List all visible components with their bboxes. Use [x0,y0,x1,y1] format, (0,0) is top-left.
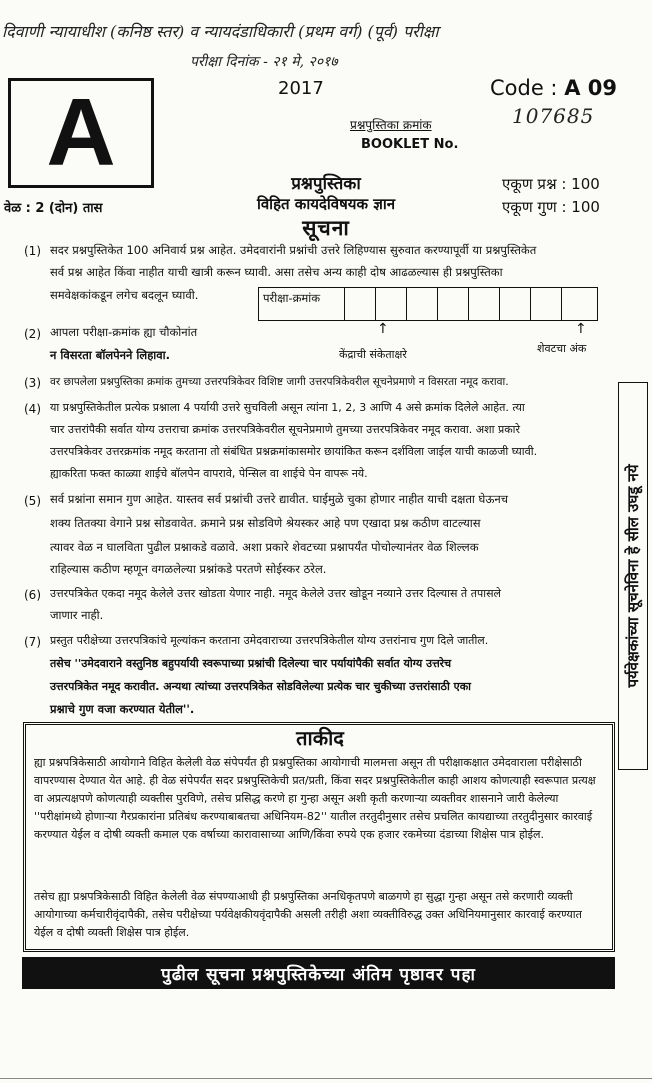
footer-notice-bar [22,957,615,989]
code-label: Code : [490,76,565,100]
footer-notice-text: पुढील सूचना प्रश्नपुस्तिकेच्या अंतिम पृष्ठावर पहा [161,964,476,985]
subject-title: विहित कायदेविषयक ज्ञान [256,195,396,213]
warning-paragraph-1: ह्या प्रश्नपत्रिकेसाठी आयोगाने विहित केलेली वेळ संपेपर्यंत ही प्रश्नपुस्तिका आयोगाची मालमत्ता असून ती परीक्षाकक्षात उमेदवाराला परीक्षेसाठी वापरण्यास देण्यात येत आहे. ही वेळ संपेपर्यंत सदर प्रश्नपुस्तिकेची प्रत/प्रती, किंवा सदर प्रश्नपुस्तिकेतील काही आशय कोणत्याही स्वरूपात प्रत्यक्ष वा अप्रत्यक्षपणे कोणत्याही व्यक्तीस पुरविणे, तसेच प्रसिद्ध करणे हा गुन्हा असून अशी कृती करणाऱ्या व्यक्तीवर शासनाने जारी केलेल्या ''परीक्षांमध्ये होणाऱ्या गैरप्रकारांना प्रतिबंध करण्याबाबतचा अधिनियम-82'' यातील तरतुदीनुसार तसेच प्रचलित कायद्याच्या तरतुदीनुसार कारवाई करण्यात येईल व दोषी व्यक्ती कमाल एक वर्षाच्या कारावासाच्या आणि/किंवा रुपये एक हजार रकमेच्या दंडाच्या शिक्षेस पात्र होईल. [34,756,596,841]
exam-year: 2017 [278,78,324,99]
registration-cell[interactable] [407,288,438,320]
instruction-4-line-4: ह्याकरिता फक्त काळ्या शाईचे बॉलपेन वापरावे, पेन्सिल वा शाईचे पेन वापरू नये. [50,467,368,480]
instruction-3-line-1: वर छापलेला प्रश्नपुस्तिका क्रमांक तुमच्या उत्तरपत्रिकेवर विशिष्ट जागी उत्तरपत्रिकेवरील सूचनेप्रमाणे न विसरता नमूद करावा. [50,376,509,388]
registration-cell[interactable] [531,288,562,320]
warning-title: ताकीद [296,726,344,750]
registration-cell[interactable] [345,288,376,320]
instruction-7-line-2: तसेच ''उमेदवाराने वस्तुनिष्ठ बहुपर्यायी स्वरूपाच्या प्रश्नांची दिलेल्या चार पर्यायांपैकी सर्वात योग्य उत्तरेच [50,657,452,670]
up-arrow-icon: ↑ [377,321,389,337]
instruction-number: (5) [24,494,41,508]
instruction-4-line-3: उत्तरपत्रिकेवर उत्तरक्रमांक नमूद करताना तो संबंधित प्रश्नक्रमांकासमोर छायांकित करून दर्शविला जाईल याची काळजी घ्यावी. [50,445,538,458]
instruction-7-line-3: उत्तरपत्रिकेत नमूद करावीत. अन्यथा त्यांच्या उत्तरपत्रिकेत सोडविलेल्या प्रत्येक चार चुकीच्या उत्तरांसाठी एका [50,680,472,693]
instruction-4-line-2: चार उत्तरांपैकी सर्वात योग्य उत्तराचा क्रमांक उत्तरपत्रिकेवरील सूचनेप्रमाणे तुमच्या उत्तरपत्रिकेवर नमूद करावा. अशा प्रकारे [50,423,521,436]
booklet-label-english: BOOKLET No. [361,137,459,152]
exam-duration: वेळ : 2 (दोन) तास [4,201,103,216]
warning-paragraph-2: तसेच ह्या प्रश्नपत्रिकेसाठी विहित केलेली वेळ संपण्याआधी ही प्रश्नपुस्तिका अनधिकृतपणे बाळगणे हा सुद्धा गुन्हा असून तसे करणारी व्यक्ती आयोगाच्या कर्मचारीवृंदापैकी, तसेच परीक्षेच्या पर्यवेक्षकीयवृंदापैकी असली तरीही अशा व्यक्तीविरुद्ध उक्त अधिनियमानुसार कारवाई करण्यात येईल व दोषी व्यक्ती शिक्षेस पात्र होईल. [34,890,582,939]
code-value: A 09 [564,76,617,100]
registration-cell[interactable] [562,288,593,320]
registration-cell[interactable] [376,288,407,320]
instruction-1-line-3: समवेक्षकांकडून लगेच बदलून घ्यावी. [50,288,199,302]
booklet-code [490,76,617,100]
instruction-7-line-1: प्रस्तुत परीक्षेच्या उत्तरपत्रिकांचे मूल्यांकन करताना उमेदवाराच्या उत्तरपत्रिकेतील योग्य उत्तरांनाच गुण दिले जातील. [50,634,489,647]
registration-number-grid[interactable] [258,287,598,321]
total-questions: एकूण प्रश्न : 100 [502,175,600,193]
booklet-label-marathi: प्रश्नपुस्तिका क्रमांक [350,118,432,132]
seal-notice-vertical [618,382,648,770]
instruction-1-line-1: सदर प्रश्नपुस्तिकेत 100 अनिवार्य प्रश्न आहेत. उमेदवारांनी प्रश्नांची उत्तरे लिहिण्यास सुरुवात करण्यापूर्वी या प्रश्नपुस्तिकेत [50,243,537,257]
registration-cell[interactable] [438,288,469,320]
up-arrow-icon: ↑ [575,321,587,337]
instruction-number: (4) [24,402,41,416]
instruction-number: (6) [24,588,41,602]
instruction-2-line-2: न विसरता बॉलपेनने लिहावा. [50,348,171,362]
total-marks: एकूण गुण : 100 [502,198,600,216]
booklet-number: 107685 [512,104,595,128]
registration-cell[interactable] [469,288,500,320]
series-letter: A [46,79,116,186]
instruction-number: (2) [24,327,41,341]
instruction-4-line-1: या प्रश्नपुस्तिकेतील प्रत्येक प्रश्नाला 4 पर्यायी उत्तरे सुचविली असून त्यांना 1, 2, 3 आणि 4 असे क्रमांक दिलेले आहेत. त्या [50,401,525,414]
seal-notice-text: पर्यवेक्षकांच्या सूचनेविना हे सील उघडू नये [624,464,642,688]
instructions-heading: सूचना [302,216,350,240]
last-digit-label: शेवटचा अंक [537,342,587,355]
handwritten-exam-date: परीक्षा दिनांक - २१ मे, २०१७ [190,54,338,70]
instruction-number: (1) [24,244,41,258]
instruction-number: (7) [24,635,41,649]
instruction-5-line-3: त्यावर वेळ न घालविता पुढील प्रश्नाकडे वळावे. अशा प्रकारे शेवटच्या प्रश्नापर्यंत पोचोल्यानंतर वेळ शिल्लक [50,540,479,554]
instruction-6-line-1: उत्तरपत्रिकेत एकदा नमूद केलेले उत्तर खोडता येणार नाही. नमूद केलेले उत्तर खोडून नव्याने उत्तर दिल्यास ते तपासले [50,587,501,600]
instruction-2-line-1: आपला परीक्षा-क्रमांक ह्या चौकोनांत [50,325,198,339]
registration-grid-label: परीक्षा-क्रमांक [259,288,345,320]
instruction-5-line-1: सर्व प्रश्नांना समान गुण आहेत. यास्तव सर्व प्रश्नांची उत्तरे द्यावीत. घाईमुळे चुका होणार नाहीत याची दक्षता घेऊनच [50,492,509,506]
instruction-number: (3) [24,376,41,390]
instruction-6-line-2: जाणार नाही. [50,608,104,622]
instruction-1-line-2: सर्व प्रश्न आहेत किंवा नाहीत याची खात्री करून घ्यावी. असा तसेच अन्य काही दोष आढळल्यास ही प्रश्नपुस्तिका [50,265,503,279]
instruction-7-line-4: प्रश्नाचे गुण वजा करण्यात येतील''. [50,702,195,716]
instruction-5-line-4: राहिल्यास कठीण म्हणून वगळलेल्या प्रश्नांकडे परतणे सोईस्कर ठरेल. [50,562,327,576]
page-bottom-rule [0,1078,652,1079]
centre-code-label: केंद्राची संकेताक्षरे [339,348,407,361]
booklet-title: प्रश्नपुस्तिका [291,174,361,194]
registration-cell[interactable] [500,288,531,320]
instruction-5-line-2: शक्य तितक्या वेगाने प्रश्न सोडवावेत. क्रमाने प्रश्न सोडविणे श्रेयस्कर आहे पण एखादा प्रश्न कठीण वाटल्यास [50,516,481,530]
handwritten-exam-name: दिवाणी न्यायाधीश (कनिष्ठ स्तर) व न्यायदंडाधिकारी (प्रथम वर्ग) (पूर्व) परीक्षा [2,22,439,41]
